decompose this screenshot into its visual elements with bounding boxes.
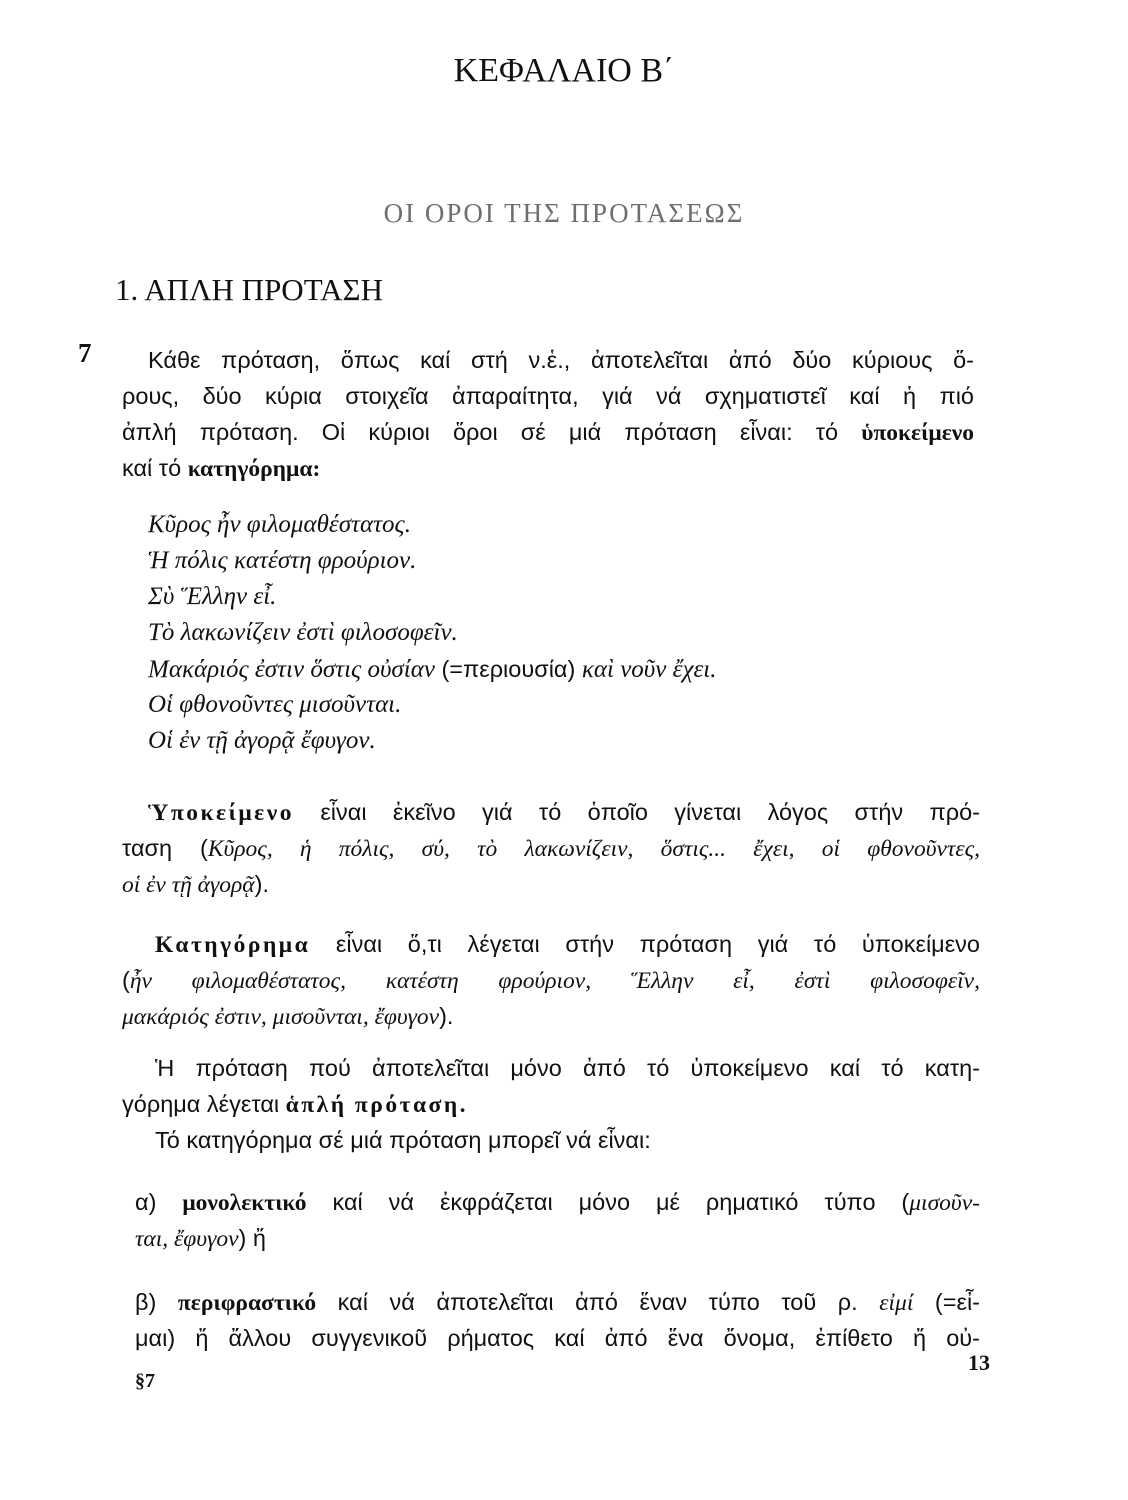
intro-line-4-text: καί τό	[122, 455, 188, 481]
footer-section-ref: §7	[135, 1370, 155, 1392]
subject-def-line-3-b: ).	[254, 871, 269, 897]
intro-line-3-text: ἀπλή πρόταση. Οἱ κύριοι ὅροι σέ μιά πρόταση εἶναι: τό	[122, 419, 862, 445]
predicate-def-line-2-a: (	[122, 967, 130, 993]
item-a-marker: α)	[135, 1189, 183, 1215]
paragraph-number: 7	[78, 338, 92, 368]
subject-def-line-2	[122, 830, 980, 867]
item-b-line-1	[135, 1284, 980, 1321]
intro-line-4	[122, 450, 320, 487]
item-a-line-2	[135, 1220, 266, 1257]
can-be-line: Τό κατηγόρημα σέ μιά πρόταση μπορεῖ νά εἶναι:	[155, 1127, 651, 1153]
simple-def-line-2-a: γόρημα λέγεται	[122, 1091, 286, 1117]
predicate-def-term: Κατηγόρημα	[155, 932, 311, 958]
item-a-line-2-a: ται, ἔφυγον	[135, 1226, 239, 1252]
example-4: Τὸ λακωνίζειν ἐστὶ φιλοσοφεῖν.	[148, 619, 458, 646]
term-subject: ὑποκείμενο	[861, 420, 974, 446]
item-a-line-1-d: μισοῦν-	[909, 1190, 980, 1216]
example-6: Οἱ φθονοῦντες μισοῦνται.	[148, 691, 402, 718]
example-2: Ἡ πόλις κατέστη φρούριον.	[148, 547, 417, 574]
predicate-def-line-2-b: ἦν φιλομαθέστατος, κατέστη φρούριον, Ἕλλην εἶ, ἐστὶ φιλοσοφεῖν,	[129, 968, 980, 994]
example-5	[148, 651, 717, 688]
term-simple-sentence: ἁπλή πρόταση.	[285, 1092, 469, 1118]
chapter-subtitle: ΟΙ ΟΡΟΙ ΤΗΣ ΠΡΟΤΑΣΕΩΣ	[383, 198, 745, 228]
item-a-line-2-b: ) ἤ	[238, 1225, 266, 1251]
term-periphrastic: περιφραστικό	[177, 1290, 317, 1316]
example-5-c: καὶ νοῦν ἔχει.	[581, 656, 717, 683]
predicate-def-line-1	[155, 926, 980, 963]
item-b-line-1-e: (=εἶ-	[913, 1289, 980, 1315]
subject-def-line-3-a: οἱ ἐν τῇ ἀγορᾷ	[122, 872, 255, 898]
term-single-word: μονολεκτικό	[182, 1190, 307, 1216]
subject-def-line-3	[122, 866, 269, 903]
item-b-marker: β)	[135, 1289, 178, 1315]
predicate-def-line-3-a: μακάριός ἐστιν, μισοῦνται, ἔφυγον	[122, 1004, 440, 1030]
example-3: Σὺ Ἕλλην εἶ.	[148, 583, 277, 610]
example-5-a: Μακάριός ἐστιν ὅστις οὐσίαν	[148, 656, 435, 683]
chapter-title: ΚΕΦΑΛΑΙΟ Β΄	[453, 52, 675, 89]
example-7: Οἱ ἐν τῇ ἀγορᾷ ἔφυγον.	[148, 727, 376, 754]
item-a-line-1	[135, 1184, 980, 1221]
intro-line-2: ρους, δύο κύρια στοιχεῖα ἀπαραίτητα, γιά νά σχηματιστεῖ καί ἡ πιό	[122, 383, 974, 409]
example-1: Κῦρος ἦν φιλομαθέστατος.	[148, 511, 411, 538]
item-b-line-1-c: καί νά ἀποτελεῖται ἀπό ἕναν τύπο τοῦ ρ.	[316, 1289, 880, 1315]
item-b-line-2: μαι) ἤ ἄλλου συγγενικοῦ ρήματος καί ἀπό ἕνα ὄνομα, ἐπίθετο ἤ οὐ-	[135, 1325, 980, 1351]
predicate-def-line-3-b: ).	[439, 1003, 454, 1029]
subject-def-term: Ὑποκείμενο	[148, 800, 294, 826]
predicate-def-line-2	[122, 962, 980, 999]
subject-def-line-1-rest: εἶναι ἐκεῖνο γιά τό ὁποῖο γίνεται λόγος στήν πρό-	[293, 799, 980, 825]
subject-def-line-2-a: ταση (	[122, 835, 208, 861]
subject-def-line-2-b: Κῦρος, ἡ πόλις, σύ, τὸ λακωνίζειν, ὅστις... ἔχει, οἱ φθονοῦντες,	[207, 836, 980, 862]
item-a-line-1-c: καί νά ἐκφράζεται μόνο μέ ρηματικό τύπο (	[306, 1189, 910, 1215]
example-5-gloss: (=περιουσία)	[434, 656, 582, 682]
predicate-def-line-1-rest: εἶναι ὅ,τι λέγεται στήν πρόταση γιά τό ὑποκείμενο	[310, 931, 980, 957]
simple-def-line-2	[122, 1086, 468, 1123]
simple-def-line-1: Ἡ πρόταση πού ἀποτελεῖται μόνο ἀπό τό ὑποκείμενο καί τό κατη-	[155, 1055, 980, 1081]
section-heading: 1. ΑΠΛΗ ΠΡΟΤΑΣΗ	[115, 272, 383, 307]
term-predicate: κατηγόρημα:	[187, 456, 321, 482]
subject-def-line-1	[148, 794, 980, 831]
intro-line-1: Κάθε πρόταση, ὅπως καί στή ν.ἑ., ἀποτελεῖται ἀπό δύο κύριους ὅ-	[148, 347, 974, 373]
intro-line-3	[122, 414, 974, 451]
predicate-def-line-3	[122, 998, 453, 1035]
page-number: 13	[968, 1350, 990, 1375]
item-b-line-1-d: εἰμί	[879, 1290, 914, 1316]
